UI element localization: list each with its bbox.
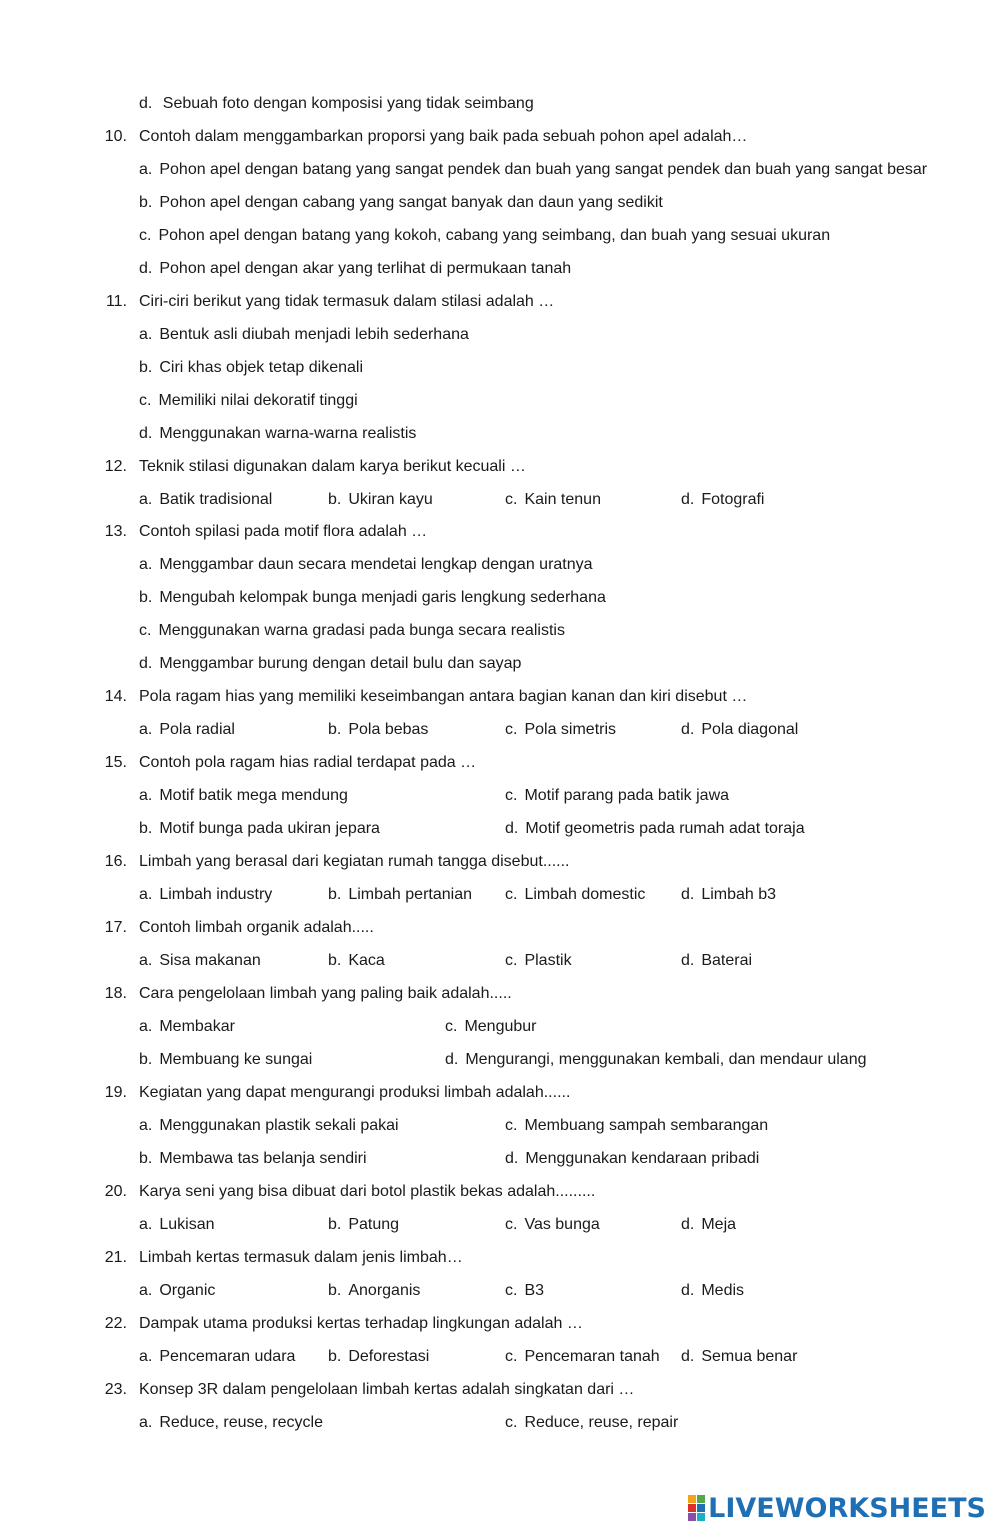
option-text: Plastik bbox=[524, 952, 572, 969]
option-text: Menggunakan plastik sekali pakai bbox=[159, 1117, 399, 1134]
option-text: Membakar bbox=[159, 1018, 235, 1035]
logo-square bbox=[697, 1504, 705, 1512]
option-text: Limbah industry bbox=[159, 886, 273, 903]
option-text: Meja bbox=[701, 1216, 737, 1233]
logo-square bbox=[697, 1495, 705, 1503]
option-row bbox=[139, 226, 830, 246]
option-row bbox=[505, 951, 572, 971]
option-row bbox=[681, 490, 764, 510]
option-row bbox=[139, 1413, 323, 1433]
option-text: Motif geometris pada rumah adat toraja bbox=[525, 820, 805, 837]
option-label: b. bbox=[139, 1150, 153, 1167]
option-text: Menggunakan warna gradasi pada bunga secara realistis bbox=[158, 622, 565, 639]
option-text: Menggunakan kendaraan pribadi bbox=[525, 1150, 760, 1167]
option-row bbox=[139, 358, 363, 378]
option-text: Pola diagonal bbox=[701, 721, 799, 738]
option-label: c. bbox=[139, 392, 152, 409]
option-label: d. bbox=[681, 1282, 695, 1299]
option-text: Medis bbox=[701, 1282, 745, 1299]
question-number: 20. bbox=[104, 1183, 127, 1200]
option-row bbox=[139, 391, 358, 411]
option-row bbox=[139, 1215, 215, 1235]
option-text: Deforestasi bbox=[348, 1348, 430, 1365]
option-row bbox=[681, 885, 776, 905]
option-text: Motif batik mega mendung bbox=[159, 787, 348, 804]
question-text: Contoh pola ragam hias radial terdapat pada … bbox=[139, 754, 477, 771]
option-row bbox=[505, 1116, 768, 1136]
option-row bbox=[139, 1017, 235, 1037]
option-text: Baterai bbox=[701, 952, 753, 969]
question-number: 23. bbox=[104, 1381, 127, 1398]
option-row bbox=[328, 1215, 399, 1235]
option-text: Fotografi bbox=[701, 491, 765, 508]
option-text: Limbah b3 bbox=[701, 886, 777, 903]
option-label: d. bbox=[445, 1051, 459, 1068]
question-number: 22. bbox=[104, 1315, 127, 1332]
option-label: d. bbox=[681, 491, 695, 508]
option-label: d. bbox=[681, 1216, 695, 1233]
option-label: b. bbox=[328, 1282, 342, 1299]
option-row bbox=[505, 1149, 759, 1169]
option-row bbox=[139, 1149, 367, 1169]
option-text: Anorganis bbox=[348, 1282, 421, 1299]
option-label: c. bbox=[505, 1348, 518, 1365]
option-text: Lukisan bbox=[159, 1216, 215, 1233]
question-number: 12. bbox=[104, 458, 127, 475]
option-row bbox=[139, 555, 593, 575]
option-text: Pola radial bbox=[159, 721, 235, 738]
option-label: a. bbox=[139, 1282, 153, 1299]
logo-square bbox=[688, 1513, 696, 1521]
question-text: Limbah yang berasal dari kegiatan rumah tangga disebut...... bbox=[139, 853, 570, 870]
option-label: d. bbox=[139, 655, 153, 672]
question-number: 11. bbox=[105, 293, 127, 310]
option-label: c. bbox=[505, 721, 518, 738]
option-row bbox=[139, 1116, 399, 1136]
option-text: Organic bbox=[159, 1282, 216, 1299]
question-text: Contoh dalam menggambarkan proporsi yang baik pada sebuah pohon apel adalah… bbox=[139, 128, 748, 145]
option-label: a. bbox=[139, 1414, 153, 1431]
question-text: Karya seni yang bisa dibuat dari botol plastik bekas adalah......... bbox=[139, 1183, 596, 1200]
option-row bbox=[139, 490, 272, 510]
option-label: a. bbox=[139, 952, 153, 969]
option-row bbox=[328, 720, 428, 740]
option-text: Membawa tas belanja sendiri bbox=[159, 1150, 367, 1167]
option-label: a. bbox=[139, 161, 153, 178]
option-label: a. bbox=[139, 787, 153, 804]
option-text: Membuang ke sungai bbox=[159, 1051, 313, 1068]
option-text: Ukiran kayu bbox=[348, 491, 433, 508]
option-label: b. bbox=[139, 359, 153, 376]
option-label: c. bbox=[139, 227, 152, 244]
option-text: Pencemaran tanah bbox=[524, 1348, 660, 1365]
option-label: c. bbox=[505, 1282, 518, 1299]
option-row bbox=[681, 951, 752, 971]
option-row bbox=[139, 325, 469, 345]
option-row bbox=[139, 94, 534, 114]
option-row bbox=[328, 1347, 429, 1367]
option-text: Kain tenun bbox=[524, 491, 601, 508]
question-number: 18. bbox=[104, 985, 127, 1002]
option-text: Limbah pertanian bbox=[348, 886, 472, 903]
question-text: Kegiatan yang dapat mengurangi produksi limbah adalah...... bbox=[139, 1084, 571, 1101]
option-label: b. bbox=[139, 1051, 153, 1068]
option-label: c. bbox=[505, 952, 518, 969]
option-label: b. bbox=[139, 194, 153, 211]
option-text: Pohon apel dengan batang yang kokoh, cabang yang seimbang, dan buah yang sesuai ukuran bbox=[158, 227, 831, 244]
option-row bbox=[139, 786, 348, 806]
logo-square bbox=[688, 1495, 696, 1503]
question-number: 21. bbox=[104, 1249, 127, 1266]
option-text: Mengubur bbox=[464, 1018, 537, 1035]
option-text: Pohon apel dengan batang yang sangat pendek dan buah yang sangat pendek dan buah yang sangat besar bbox=[159, 161, 928, 178]
option-text: Menggambar daun secara mendetai lengkap dengan uratnya bbox=[159, 556, 593, 573]
option-label: a. bbox=[139, 1348, 153, 1365]
option-row bbox=[505, 819, 805, 839]
option-row bbox=[139, 1281, 215, 1301]
option-text: Motif bunga pada ukiran jepara bbox=[159, 820, 380, 837]
option-row bbox=[681, 1347, 797, 1367]
option-text: Mengubah kelompak bunga menjadi garis lengkung sederhana bbox=[159, 589, 606, 606]
option-text: Ciri khas objek tetap dikenali bbox=[159, 359, 364, 376]
option-label: c. bbox=[505, 491, 518, 508]
option-label: d. bbox=[681, 952, 695, 969]
option-row bbox=[139, 1050, 312, 1070]
option-label: b. bbox=[328, 1216, 342, 1233]
option-text: Motif parang pada batik jawa bbox=[524, 787, 730, 804]
option-label: a. bbox=[139, 326, 153, 343]
question-text: Contoh limbah organik adalah..... bbox=[139, 919, 374, 936]
question-number: 14. bbox=[104, 688, 127, 705]
question-text: Pola ragam hias yang memiliki keseimbangan antara bagian kanan dan kiri disebut … bbox=[139, 688, 748, 705]
brand-text: LIVEWORKSHEETS bbox=[708, 1492, 986, 1524]
option-label: d. bbox=[681, 886, 695, 903]
question-number: 10. bbox=[104, 128, 127, 145]
option-label: c. bbox=[505, 886, 518, 903]
option-row bbox=[445, 1050, 867, 1070]
option-label: a. bbox=[139, 491, 153, 508]
question-number: 13. bbox=[104, 523, 127, 540]
option-label: b. bbox=[328, 1348, 342, 1365]
option-text: Sebuah foto dengan komposisi yang tidak seimbang bbox=[162, 95, 534, 112]
question-number: 16. bbox=[104, 853, 127, 870]
question-text: Konsep 3R dalam pengelolaan limbah kertas adalah singkatan dari … bbox=[139, 1381, 635, 1398]
option-row bbox=[505, 720, 616, 740]
option-label: a. bbox=[139, 886, 153, 903]
option-text: Bentuk asli diubah menjadi lebih sederhana bbox=[159, 326, 469, 343]
option-label: a. bbox=[139, 1018, 153, 1035]
option-text: Limbah domestic bbox=[524, 886, 646, 903]
option-row bbox=[505, 1347, 660, 1367]
option-row bbox=[139, 588, 606, 608]
option-text: Pola simetris bbox=[524, 721, 617, 738]
option-row bbox=[139, 424, 416, 444]
question-number: 15. bbox=[104, 754, 127, 771]
question-text: Ciri-ciri berikut yang tidak termasuk dalam stilasi adalah … bbox=[139, 293, 555, 310]
option-text: Membuang sampah sembarangan bbox=[524, 1117, 769, 1134]
option-label: a. bbox=[139, 1216, 153, 1233]
option-row bbox=[139, 819, 380, 839]
option-label: b. bbox=[328, 952, 342, 969]
option-row bbox=[505, 1281, 544, 1301]
option-label: d. bbox=[505, 820, 519, 837]
option-row bbox=[505, 786, 729, 806]
option-text: Menggambar burung dengan detail bulu dan sayap bbox=[159, 655, 522, 672]
option-row bbox=[681, 1215, 736, 1235]
logo-square bbox=[688, 1504, 696, 1512]
option-row bbox=[505, 1215, 600, 1235]
question-number: 17. bbox=[104, 919, 127, 936]
option-text: Reduce, reuse, recycle bbox=[159, 1414, 323, 1431]
option-label: c. bbox=[505, 1414, 518, 1431]
option-row bbox=[505, 885, 645, 905]
option-label: d. bbox=[139, 95, 153, 112]
option-label: d. bbox=[681, 721, 695, 738]
option-text: Semua benar bbox=[701, 1348, 798, 1365]
option-label: a. bbox=[139, 1117, 153, 1134]
option-row bbox=[139, 885, 272, 905]
option-label: d. bbox=[139, 260, 153, 277]
option-row bbox=[139, 160, 927, 180]
question-text: Teknik stilasi digunakan dalam karya berikut kecuali … bbox=[139, 458, 526, 475]
question-text: Cara pengelolaan limbah yang paling baik adalah..... bbox=[139, 985, 512, 1002]
option-label: c. bbox=[505, 1216, 518, 1233]
option-row bbox=[445, 1017, 537, 1037]
option-label: b. bbox=[328, 886, 342, 903]
question-text: Limbah kertas termasuk dalam jenis limbah… bbox=[139, 1249, 463, 1266]
option-text: Mengurangi, menggunakan kembali, dan mendaur ulang bbox=[465, 1051, 867, 1068]
option-label: c. bbox=[505, 1117, 518, 1134]
option-row bbox=[505, 1413, 678, 1433]
option-text: Vas bunga bbox=[524, 1216, 600, 1233]
option-text: Pohon apel dengan akar yang terlihat di permukaan tanah bbox=[159, 260, 572, 277]
option-row bbox=[139, 1347, 295, 1367]
option-row bbox=[328, 885, 472, 905]
option-row bbox=[139, 720, 235, 740]
option-label: c. bbox=[139, 622, 152, 639]
option-text: Pola bebas bbox=[348, 721, 429, 738]
option-text: Kaca bbox=[348, 952, 385, 969]
option-label: c. bbox=[445, 1018, 458, 1035]
option-row bbox=[328, 951, 385, 971]
option-row bbox=[328, 490, 433, 510]
option-label: d. bbox=[681, 1348, 695, 1365]
option-text: Pohon apel dengan cabang yang sangat banyak dan daun yang sedikit bbox=[159, 194, 663, 211]
option-text: Sisa makanan bbox=[159, 952, 261, 969]
option-label: b. bbox=[139, 589, 153, 606]
logo-square bbox=[697, 1513, 705, 1521]
option-label: d. bbox=[505, 1150, 519, 1167]
option-label: b. bbox=[328, 491, 342, 508]
option-text: Menggunakan warna-warna realistis bbox=[159, 425, 417, 442]
question-number: 19. bbox=[104, 1084, 127, 1101]
option-text: Memiliki nilai dekoratif tinggi bbox=[158, 392, 358, 409]
option-row bbox=[681, 720, 798, 740]
option-row bbox=[139, 259, 571, 279]
option-row bbox=[505, 490, 601, 510]
option-row bbox=[139, 193, 663, 213]
logo-grid-icon bbox=[688, 1495, 705, 1521]
liveworksheets-logo[interactable] bbox=[688, 1494, 986, 1522]
option-text: Reduce, reuse, repair bbox=[524, 1414, 679, 1431]
option-row bbox=[328, 1281, 420, 1301]
option-text: Batik tradisional bbox=[159, 491, 273, 508]
option-row bbox=[139, 654, 521, 674]
option-label: a. bbox=[139, 721, 153, 738]
option-text: Patung bbox=[348, 1216, 400, 1233]
option-row bbox=[681, 1281, 744, 1301]
option-label: d. bbox=[139, 425, 153, 442]
question-text: Dampak utama produksi kertas terhadap lingkungan adalah … bbox=[139, 1315, 583, 1332]
option-row bbox=[139, 951, 261, 971]
option-label: c. bbox=[505, 787, 518, 804]
option-label: b. bbox=[328, 721, 342, 738]
option-label: a. bbox=[139, 556, 153, 573]
option-label: b. bbox=[139, 820, 153, 837]
option-text: Pencemaran udara bbox=[159, 1348, 296, 1365]
option-row bbox=[139, 621, 565, 641]
option-text: B3 bbox=[524, 1282, 545, 1299]
question-text: Contoh spilasi pada motif flora adalah … bbox=[139, 523, 428, 540]
